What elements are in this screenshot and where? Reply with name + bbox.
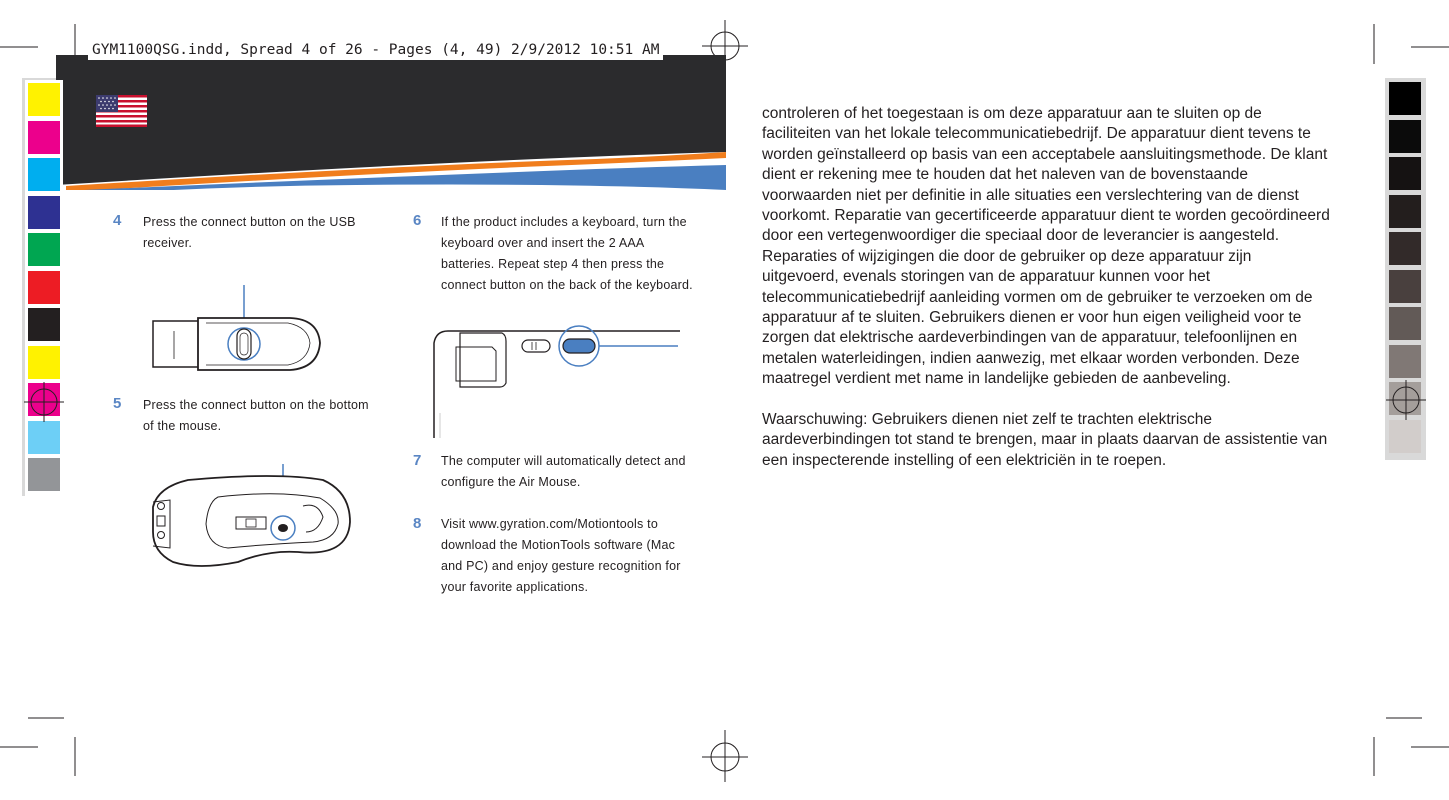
swatch <box>28 233 60 266</box>
swatch <box>28 458 60 491</box>
swatch <box>1389 345 1421 378</box>
step-6-number: 6 <box>413 212 422 229</box>
step-4-number: 4 <box>113 212 122 229</box>
swatch <box>1389 232 1421 265</box>
swatch <box>1389 270 1421 303</box>
swatch <box>28 271 60 304</box>
step-8-number: 8 <box>413 515 422 532</box>
swatch <box>1389 420 1421 453</box>
right-paragraph-1: controleren of het toegestaan is om deze apparatuur aan te sluiten op de faciliteiten van het lokale telecommunicatiebedrijf. De apparatuur dient tevens te worden geïnstalleerd op basis van een acceptabele aansluitingsmethode. De klant dient er rekening mee te houden dat het naleven van de bovenstaande voorwaarden niet per definitie in alle situaties een verslechtering van de dienst voorkomt. Reparatie van gecertificeerde apparatuur dient te worden gecoördineerd door een vertegenwoordiger die speciaal door de leverancier is aangesteld. Reparaties of wijzigingen die door de gebruiker op deze apparatuur zijn uitgevoerd, evenals storingen van de apparatuur kunnen voor het telecommunicatiebedrijf aanleiding vormen om de gebruiker te verzoeken om de apparatuur af te sluiten. Gebruikers dienen er voor hun eigen veiligheid voor te zorgen dat elektrische aardeverbindingen van de apparatuur, telefoonlijnen en metalen waterleidingen, indien aanwezig, met elkaar worden verbonden. Deze maatregel verdient met name in landelijke gebieden de aanbeveling. <box>762 105 1330 388</box>
swatch <box>28 158 60 191</box>
step-5-number: 5 <box>113 395 122 412</box>
keyboard-back-figure <box>430 323 680 443</box>
swatch <box>28 346 60 379</box>
swatch <box>1389 120 1421 153</box>
swatch <box>1389 307 1421 340</box>
swatch <box>28 421 60 454</box>
mouse-bottom-figure <box>148 462 353 570</box>
swatch <box>28 308 60 341</box>
step-5-text: Press the connect button on the bottom of the mouse. <box>143 398 369 433</box>
swatch <box>1389 82 1421 115</box>
swatch <box>1389 157 1421 190</box>
swatch <box>28 121 60 154</box>
right-paragraph-2: Waarschuwing: Gebruikers dienen niet zelf te trachten elektrische aardeverbindingen tot stand te brengen, maar in plaats daarvan de assistentie van een inspecterende instelling of een elektriciën in te roepen. <box>762 411 1328 469</box>
step-6-text: If the product includes a keyboard, turn the keyboard over and insert the 2 AAA batteries. Repeat step 4 then press the connect button on the back of the keyboard. <box>441 215 693 292</box>
swatch <box>28 196 60 229</box>
registration-mark-right <box>1386 380 1426 420</box>
color-bar-left <box>25 80 63 496</box>
slug-label: GYM1100QSG.indd, Spread 4 of 26 - Pages (4, 49) 2/9/2012 10:51 AM <box>88 40 663 60</box>
right-column-text <box>762 104 1332 492</box>
registration-mark-left <box>24 382 64 422</box>
step-7-number: 7 <box>413 452 422 469</box>
us-flag-icon <box>96 95 147 127</box>
swatch <box>28 83 60 116</box>
step-7-text: The computer will automatically detect and configure the Air Mouse. <box>441 454 686 489</box>
usb-receiver-figure <box>150 283 325 378</box>
header-band <box>56 55 726 190</box>
swatch <box>1389 195 1421 228</box>
step-4-text: Press the connect button on the USB receiver. <box>143 215 356 250</box>
step-8-text: Visit www.gyration.com/Motiontools to download the MotionTools software (Mac and PC) and enjoy gesture recognition for your favorite applications. <box>441 517 681 594</box>
